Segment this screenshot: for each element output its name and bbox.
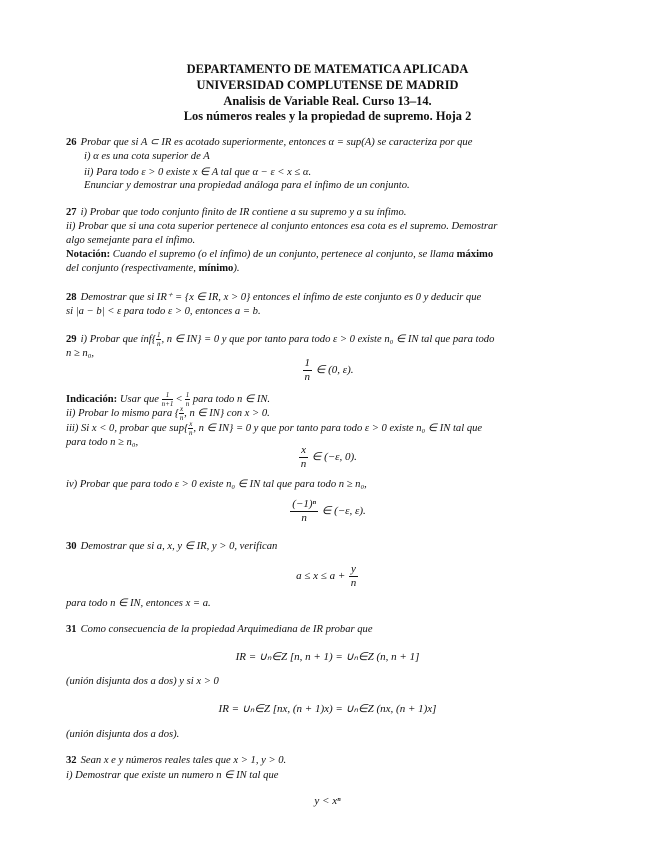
problem-29-line-1: 29 i) Probar que ínf{ $\frac{1}{n}$ , n ∈ IN} = 0 y que por tanto para todo ε > 0 existe n₀ ∈ IN tal que para todo <box>66 331 495 348</box>
university-title: UNIVERSIDAD COMPLUTENSE DE MADRID <box>196 78 459 92</box>
problem-30-line-2: para todo n ∈ IN, entonces x = a. <box>66 598 211 609</box>
sheet-title: Los números reales y la propiedad de supremo. Hoja 2 <box>183 109 472 123</box>
problem-27-notation: Notación: Cuando el supremo (o el ínfimo) de un conjunto, pertenece al conjunto, se llama máximo <box>66 249 494 260</box>
problem-26-line-4: Enunciar y demostrar una propiedad análoga para el ínfimo de un conjunto. <box>84 180 410 191</box>
equation-1-over-n: $\frac{1}{n}$ ∈ (0, ε). <box>304 357 354 383</box>
notation-label: Notación: <box>66 249 111 260</box>
problem-29-part-ii: ii) Probar lo mismo para { $\frac{x}{n}$ , n ∈ IN} con x > 0. <box>66 405 270 422</box>
equation-partition-2: IR = ∪ₙ∈Z [nx, (n + 1)x) = ∪ₙ∈Z (nx, (n + 1)x] <box>218 703 437 715</box>
equation-alternating: $\frac{\text{(−1)ⁿ}}{n}$ ∈ (−ε, ε). <box>292 498 366 524</box>
problem-32-line-2: i) Demostrar que existe un numero n ∈ IN tal que <box>66 770 279 781</box>
problem-29-hint: Indicación: Usar que $\frac{1}{n+1}$ < $\frac{1}{n}$ para todo n ∈ IN. <box>66 391 271 408</box>
maximo-term: máximo <box>456 249 494 260</box>
problem-29-line-2: n ≥ n₀, <box>66 348 95 359</box>
problem-31-number: 31 <box>66 624 77 635</box>
problem-28-line-1: 28 Demostrar que si IR⁺ = {x ∈ IR, x > 0} entonces el ínfimo de este conjunto es 0 y deducir que <box>66 292 482 303</box>
problem-32-line-1: 32 Sean x e y números reales tales que x > 1, y > 0. <box>66 755 287 766</box>
problem-29-part-iii: iii) Si x < 0, probar que sup{ $\frac{x}{n}$ , n ∈ IN} = 0 y que por tanto para todo ε > 0 existe n₀ ∈ IN tal que <box>66 420 483 437</box>
problem-32-number: 32 <box>66 755 77 766</box>
problem-29-number: 29 <box>66 333 77 345</box>
problem-27-line-2: ii) Probar que si una cota superior pertenece al conjunto entonces esa cota es el supremo. Demostrar <box>66 221 498 232</box>
problem-31-line-2: (unión disjunta dos a dos) y si x > 0 <box>66 676 219 687</box>
problem-26-line-2: i) α es una cota superior de A <box>84 151 210 162</box>
hint-label: Indicación: <box>66 393 118 405</box>
problem-30-line-1: 30 Demostrar que si a, x, y ∈ IR, y > 0, verifican <box>66 541 278 552</box>
equation-power: y < xⁿ <box>314 795 341 807</box>
problem-27-line-3: algo semejante para el ínfimo. <box>66 235 196 246</box>
equation-x-over-n: $\frac{x}{n}$ ∈ (−ε, 0). <box>300 444 357 470</box>
minimo-term: mínimo <box>198 263 234 274</box>
problem-27-number: 27 <box>66 207 77 218</box>
problem-28-line-2: si |a − b| < ε para todo ε > 0, entonces a = b. <box>66 306 261 317</box>
equation-bound: a ≤ x ≤ a + $\frac{y}{n}$ <box>296 563 357 589</box>
problem-26-line-1: 26 Probar que si A ⊂ IR es acotado superiormente, entonces α = sup(A) se caracteriza por que <box>66 137 473 148</box>
problem-28-number: 28 <box>66 292 77 303</box>
course-title: Analisis de Variable Real. Curso 13–14. <box>223 94 432 108</box>
problem-26-number: 26 <box>66 137 77 148</box>
problem-27-line-1: 27 i) Probar que todo conjunto finito de IR contiene a su supremo y a su ínfimo. <box>66 207 407 218</box>
problem-29-part-iii-cont: para todo n ≥ n₀, <box>66 437 139 448</box>
problem-29-part-iv: iv) Probar que para todo ε > 0 existe n₀ ∈ IN tal que para todo n ≥ n₀, <box>66 479 367 490</box>
problem-26-line-3: ii) Para todo ε > 0 existe x ∈ A tal que α − ε < x ≤ α. <box>84 167 312 178</box>
problem-30-number: 30 <box>66 541 77 552</box>
department-title: DEPARTAMENTO DE MATEMATICA APLICADA <box>186 62 469 76</box>
problem-31-line-3: (unión disjunta dos a dos). <box>66 729 180 740</box>
equation-partition-1: IR = ∪ₙ∈Z [n, n + 1) = ∪ₙ∈Z (n, n + 1] <box>235 651 420 663</box>
fraction-1-over-n: $\frac{1}{n}$ <box>156 331 161 348</box>
problem-27-notation-cont: del conjunto (respectivamente, mínimo). <box>66 263 240 274</box>
problem-31-line-1: 31 Como consecuencia de la propiedad Arquimediana de IR probar que <box>66 624 373 635</box>
